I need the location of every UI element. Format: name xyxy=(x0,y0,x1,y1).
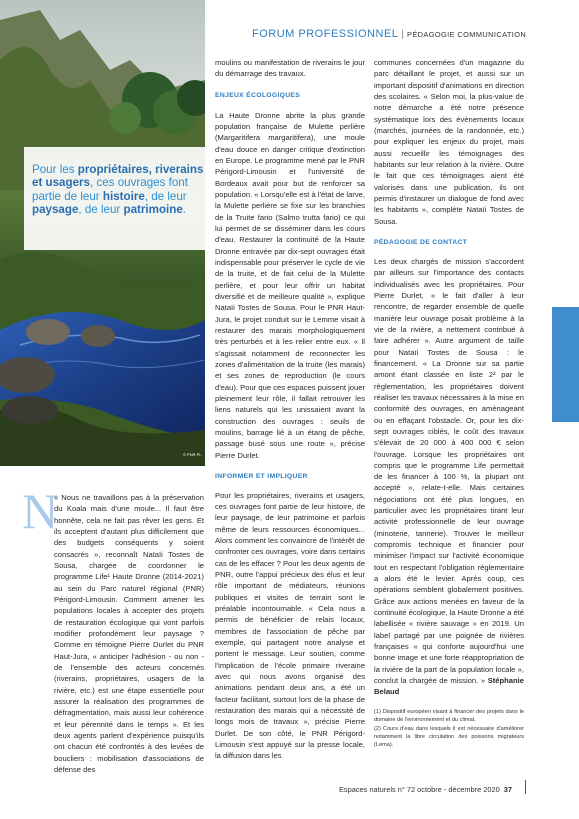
section-title: FORUM PROFESSIONNEL xyxy=(252,28,399,40)
col3-paragraph-bottom: Les deux chargés de mission s'accordent par ailleurs sur l'importance des contacts individualisés avec les propriétaires. Pour Pierre Durlet, « le fait d'aller à leur rencontre, de regarder ensemble de quelle manière leur ouvrage posait problème à la vie de la rivière, a nettement contribué à faire adhérer ». Autre argument de taille pour Nataïi Tostes de Sousa : le financement. « La Dronne sur sa partie amont étant classée en liste 2² par le règlementation, les propriétaires doivent réaliser les travaux nécessaires à la mise en conformité des ouvrages, en aménageant ou en effaçant l'obstacle. Or, pour les dix-sept ouvrages ciblés, le coût des travaux s'élevait de 20 000 à 400 000 € selon l'ouvrage. Lorsque les propriétaires ont compris que le programme Life permettait de les financer à 100 %, la plupart ont accepté », relate-t-elle. Mais certaines négociations ont été plus longues, en particulier avec les propriétaires tirant leur activité professionnelle de leur ouvrage (minoterie, tannerie). Trouver le meilleur compromis technique et financier pour minimiser l'impact sur l'activité économique tout en respectant l'obligation réglementaire a alors été le levier. Après coup, ces opérations semblent globalement positives. Grâce aux actions menées en faveur de la continuité écologique, la Haute Dronne a été labellisée « rivière sauvage » en 2019. Un label partagé par une poignée de rivières françaises « qui conforte aujourd'hui une bonne image et une forte réappropriation de la rivière de la part de la population locale », conclut la chargée de mission. » Stéphanie Belaud xyxy=(374,256,524,697)
heading-pedagogie: PÉDAGOGIE DE CONTACT xyxy=(374,238,468,246)
footnote-1: (1) Dispositif européen visant à financer des projets dans le domaine de l'environnement et du climat. xyxy=(374,708,524,723)
photo-credit: © PNR PL xyxy=(183,452,202,457)
section-side-tab xyxy=(552,307,579,422)
col2-paragraph-mid: La Haute Dronne abrite la plus grande population française de Mulette perlière (Margaritifera margaritifera), une moule d'eau douce en danger critique d'extinction en Europe. Le programme mené par le PNR Périgord-Limousin et l'université de Bordeaux avait pour but de renforcer sa population. « Lorsqu'elle est à l'état de larve, la Mulette perlière se fixe sur les branchies de la Truite fario (Salmo trutta fario) ce qui lui permet de se disséminer dans les cours d'eau. Restaurer la continuité de la Haute Dronne entravée par dix-sept ouvrages était indispensable pour préserver le cycle de vie de la truite, et de fait celui de la Mulette perlière, et pour leur offrir un habitat diversifié et de meilleure qualité », explique Nataïi Tostes de Sousa. Pour le PNR Haut-Jura, le projet conduit sur le Lemme visait à restaurer des marais morphologiquement très perturbés et à les relier entre eux. « Il s'agissait notamment de reconnecter les zones d'alimentation de la truite (les marais) et ses zones de reproduction (le cours d'eau). Pour que ces espaces puissent jouer pleinement leur rôle, il fallait retrouver les liens naturels qui les unissaient avant la construction des ouvrages : seuils de moulins, barrage lié à un étang de pêche, passage busé sous une route », précise Pierre Durlet. xyxy=(215,110,365,460)
col2-paragraph-bottom: Pour les propriétaires, riverains et usagers, ces ouvrages font partie de leur histoire, de leur paysage, de leur patrimoine et parfois même de leurs ressources économiques... Alors comment les convaincre de l'intérêt de confronter ces ouvrages, voire dans certains cas de les effacer ? Pour les deux agents de PNR, outre l'appui précieux des élus et leur rôle important de médiateurs, réunions publiques et visites de terrain sont le préalable incontournable. « Cela nous a permis de bénéficier de relais locaux, membres de l'association de pêche par exemple, qui partagent notre analyse et portent le message. Leur soutien, comme l'implication de l'école primaire riveraine avec qui nous avons organisé des animations pendant deux ans, a été un facteur facilitant, surtout lors de la phase de restauration des marais qui a nécessité de longs mois de travaux », précise Pierre Durlet. De son côté, le PNR Périgord-Limousin s'est appuyé sur la presse locale, la diffusion dans les xyxy=(215,490,365,761)
footnotes xyxy=(374,708,524,749)
dropcap: N xyxy=(22,483,59,539)
pull-quote-text: Pour les propriétaires, riverains et usagers, ces ouvrages font partie de leur histoire, de leur paysage, de leur patrimoine. xyxy=(32,163,204,217)
col3-paragraph-top: communes concernées d'un magazine du parc détaillant le projet, et aussi sur un important dispositif d'animations en direction des scolaires. « Selon moi, la plus-value de notre démarche a été notre présence systématique lors des évènements locaux (marchés, journées de la randonnée, etc.) pour expliquer les enjeux du projet, mais aussi recueillir les témoignages des habitants sur leur relation à la rivière. Outre le fait que ces témoignages aient été valorisés dans une publication, ils ont permis d'instaurer un dialogue de fond avec les habitants », complète Nataïi Tostes de Sousa. xyxy=(374,58,524,226)
column-3 xyxy=(374,57,524,750)
subsection-title: PÉDAGOGIE COMMUNICATION xyxy=(407,30,527,39)
pull-quote xyxy=(24,147,205,250)
footnote-2: (2) Cours d'eau dans lesquels il est nécessaire d'améliorer notamment la libre circulation des poissons migrateurs (Lema). xyxy=(374,725,524,748)
author-signature: Stéphanie Belaud xyxy=(374,676,524,697)
col1-paragraph: « Nous ne travaillons pas à la préservation du Koala mais d'une moule... Il faut être honnête, cela ne fait pas rêver les gens. Et ils acceptent d'autant plus difficilement que des budgets conséquents y soient consacrés », reconnaît Nataïi Tostes de Sousa, chargée de coordonner le programme Life¹ Haute Dronne (2014-2021) au sein du Parc naturel régional (PNR) Périgord-Limousin. Comment amener les populations locales à accepter des projets de restauration écologique qui vont parfois modifier profondément leur paysage ? Comme en témoigne Pierre Durlet du PNR Haut-Jura, « anticiper l'adhésion - ou non - de l'ensemble des acteurs concernés (riverains, propriétaires, usagers de la rivière, etc.) est une étape essentielle pour assurer la réalisation des programmes de défragmentation, mais aussi leur cohérence et leur pérennité dans le temps ». Et les deux agents parlent d'expérience puisqu'ils ont chacun été confrontés à des levées de boucliers : mobilisation d'associations de défense des xyxy=(54,493,204,774)
page-number: 37 xyxy=(503,785,512,794)
col2-paragraph-top: moulins ou manifestation de riverains le jour du démarrage des travaux. xyxy=(215,58,365,79)
column-1 xyxy=(54,492,204,775)
heading-enjeux: ENJEUX ÉCOLOGIQUES xyxy=(215,91,301,99)
magazine-issue: Espaces naturels n° 72 octobre - décembre 2020 xyxy=(339,785,500,794)
page-header xyxy=(252,24,569,38)
header-separator: | xyxy=(401,29,405,40)
footer-divider xyxy=(525,780,526,794)
column-2 xyxy=(215,57,365,762)
heading-informer: INFORMER ET IMPLIQUER xyxy=(215,472,308,480)
page-footer xyxy=(339,785,512,794)
